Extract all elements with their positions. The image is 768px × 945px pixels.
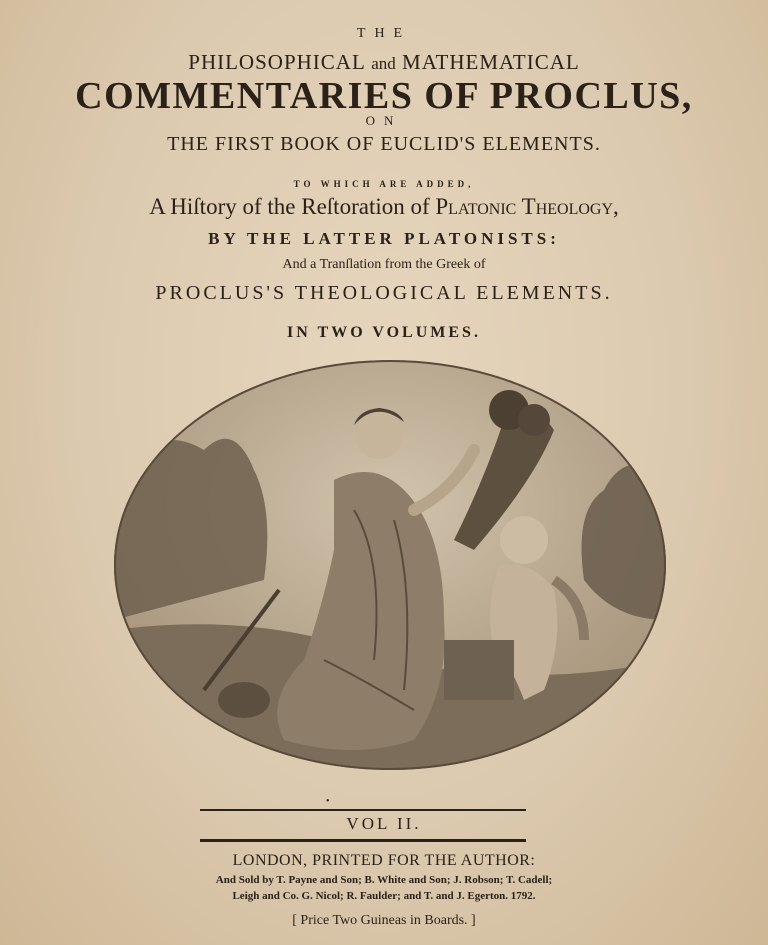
title-on: ON	[365, 113, 403, 128]
allegorical-engraving	[114, 360, 666, 770]
decorative-dot: •	[326, 796, 330, 807]
title-word-and: and	[371, 54, 396, 73]
imprint-price: [ Price Two Guineas in Boards. ]	[292, 913, 476, 928]
volume-label: VOL II.	[346, 814, 422, 833]
title-word-mathematical: MATHEMATICAL	[402, 50, 580, 74]
history-line	[0, 194, 768, 220]
imprint-london: LONDON, PRINTED FOR THE AUTHOR:	[232, 852, 536, 869]
woman-head	[355, 411, 403, 459]
subtitle-euclid: THE FIRST BOOK OF EUCLID'S ELEMENTS.	[167, 133, 601, 155]
history-text: A Hiſtory of the Reſtoration of	[149, 194, 430, 219]
imprint-sellers-2: Leigh and Co. G. Nicol; R. Faulder; and T. and J. Egerton. 1792.	[232, 890, 536, 902]
history-smallcaps: Platonic Theology,	[435, 194, 619, 219]
rule-top	[200, 809, 526, 811]
two-volumes: IN TWO VOLUMES.	[287, 324, 481, 341]
to-which-added: TO WHICH ARE ADDED,	[293, 179, 475, 189]
translation-line: And a Tranſlation from the Greek of	[282, 257, 486, 272]
header-the: THE	[356, 26, 412, 41]
latter-platonists: BY THE LATTER PLATONISTS:	[208, 229, 560, 248]
imprint-sellers-1: And Sold by T. Payne and Son; B. White and Son; J. Robson; T. Cadell;	[215, 874, 553, 886]
main-title: COMMENTARIES OF PROCLUS,	[75, 75, 693, 117]
rule-bottom	[200, 839, 526, 842]
title-philosophical-mathematical	[0, 50, 768, 75]
helmet	[218, 682, 270, 718]
title-word-philosophical: PHILOSOPHICAL	[188, 50, 365, 74]
cherub-head	[500, 516, 548, 564]
theological-elements: PROCLUS'S THEOLOGICAL ELEMENTS.	[155, 282, 613, 304]
